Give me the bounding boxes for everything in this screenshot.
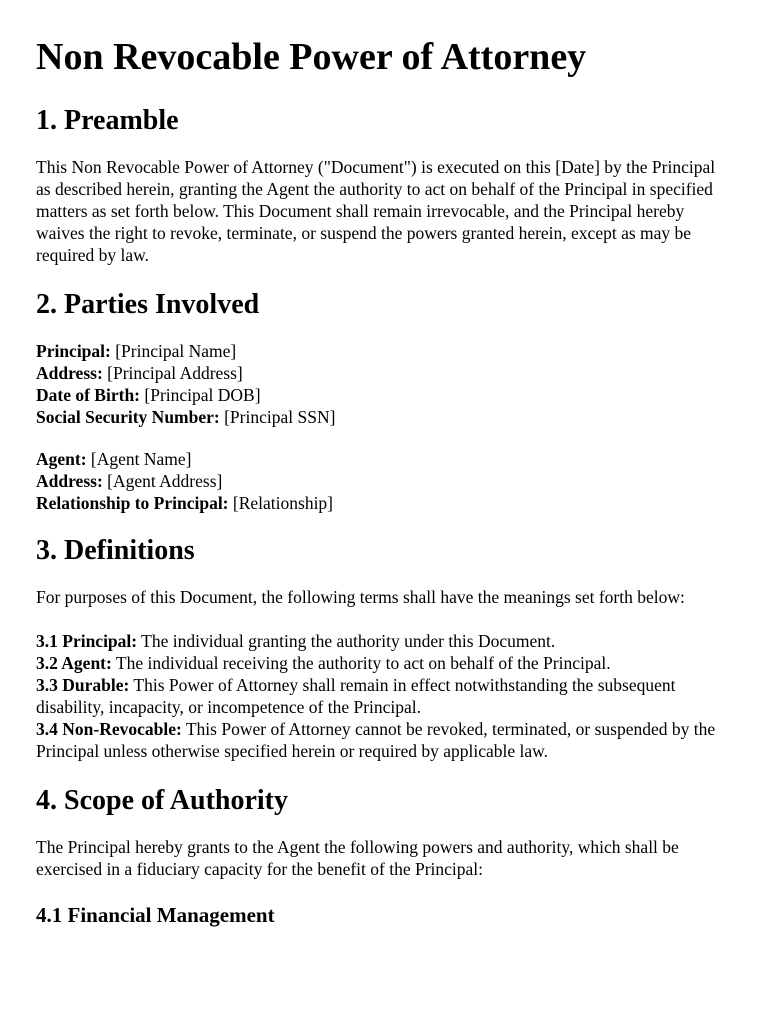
section-parties [36, 288, 734, 514]
field-value: [Principal Name] [110, 341, 237, 361]
field-label: Social Security Number: [36, 407, 220, 427]
definition-term: 3.3 Durable: [36, 675, 130, 695]
document-title: Non Revocable Power of Attorney [36, 36, 587, 78]
section-scope [36, 784, 734, 928]
agent-name-line [36, 448, 734, 470]
definition-text: The individual granting the authority under this Document. [137, 631, 556, 651]
preamble-text: This Non Revocable Power of Attorney ("Document") is executed on this [Date] by the Principal as described herein, granting the Agent the authority to act on behalf of the Principal in specified matters as set forth below. This Document shall remain irrevocable, and the Principal hereby waives the right to revoke, terminate, or suspend the powers granted herein, except as may be required by law. [36, 157, 716, 265]
definition-item [36, 718, 734, 762]
field-value: [Principal DOB] [140, 385, 261, 405]
definition-text: This Power of Attorney cannot be revoked, terminated, or suspended by the Principal unless otherwise specified herein or required by applicable law. [36, 719, 716, 761]
field-value: [Principal Address] [102, 363, 243, 383]
section-heading: 4. Scope of Authority [36, 785, 288, 816]
section-preamble [36, 104, 734, 266]
section-heading: 2. Parties Involved [36, 289, 260, 320]
principal-name-line [36, 340, 734, 362]
definition-term: 3.1 Principal: [36, 631, 138, 651]
agent-relationship-line [36, 492, 734, 514]
definition-item [36, 630, 734, 652]
definition-term: 3.4 Non-Revocable: [36, 719, 182, 739]
scope-intro: The Principal hereby grants to the Agent the following powers and authority, which shall be exercised in a fiduciary capacity for the benefit of the Principal: [36, 837, 679, 879]
principal-fields [36, 340, 734, 428]
section-heading: 3. Definitions [36, 535, 195, 566]
section-definitions [36, 534, 734, 762]
definition-text: The individual receiving the authority to act on behalf of the Principal. [111, 653, 611, 673]
definition-text: This Power of Attorney shall remain in effect notwithstanding the subsequent disability, incapacity, or incompetence of the Principal. [36, 675, 676, 717]
field-label: Agent: [36, 449, 87, 469]
field-value: [Agent Name] [86, 449, 192, 469]
section-heading: 1. Preamble [36, 105, 179, 136]
field-value: [Principal SSN] [219, 407, 336, 427]
definition-item [36, 652, 734, 674]
principal-address-line [36, 362, 734, 384]
field-value: [Relationship] [228, 493, 334, 513]
subsection-heading: 4.1 Financial Management [36, 903, 275, 927]
field-label: Address: [36, 363, 103, 383]
agent-fields [36, 448, 734, 514]
definition-term: 3.2 Agent: [36, 653, 112, 673]
principal-dob-line [36, 384, 734, 406]
definitions-list [36, 630, 734, 762]
field-label: Principal: [36, 341, 111, 361]
agent-address-line [36, 470, 734, 492]
principal-ssn-line [36, 406, 734, 428]
definition-item [36, 674, 734, 718]
field-label: Relationship to Principal: [36, 493, 229, 513]
definitions-intro: For purposes of this Document, the following terms shall have the meanings set forth below: [36, 587, 685, 607]
field-label: Address: [36, 471, 103, 491]
field-value: [Agent Address] [102, 471, 223, 491]
field-label: Date of Birth: [36, 385, 141, 405]
